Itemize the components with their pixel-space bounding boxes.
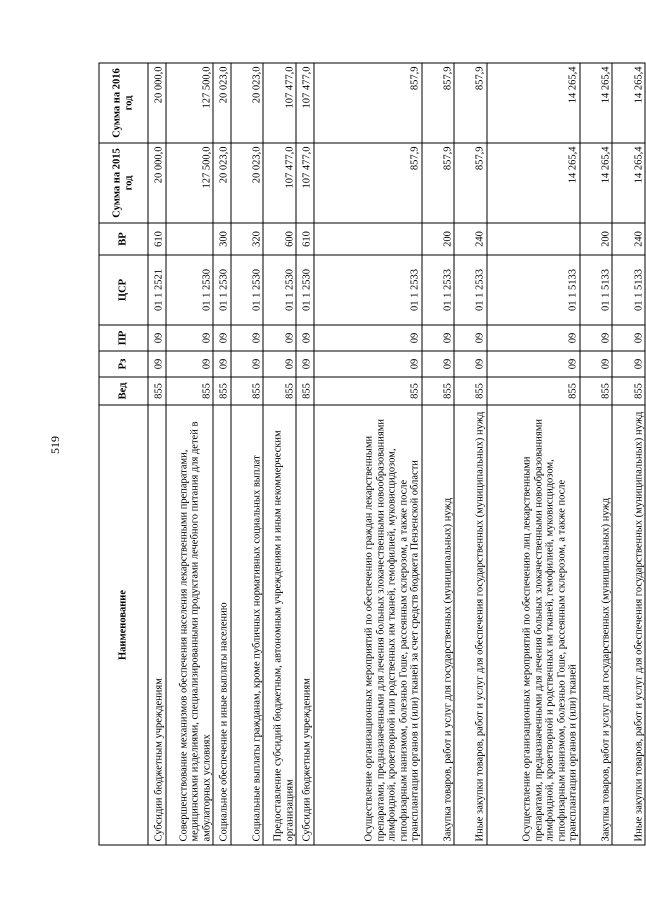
cell-rz: 09 [296, 351, 314, 377]
cell-vr [487, 223, 580, 255]
header-csr: ЦСР [99, 255, 148, 325]
cell-sum2016: 20 023,0 [213, 63, 231, 143]
table-row [263, 63, 296, 845]
cell-sum2016: 107 477,0 [263, 63, 296, 143]
cell-vr: 240 [612, 223, 645, 255]
cell-ved: 855 [296, 377, 314, 405]
cell-name: Субсидии бюджетным учреждениям [148, 405, 166, 845]
cell-csr: 01 1 5133 [580, 255, 613, 325]
cell-ved: 855 [213, 377, 231, 405]
cell-csr: 01 1 2521 [148, 255, 166, 325]
cell-csr: 01 1 2530 [296, 255, 314, 325]
cell-csr: 01 1 2533 [454, 255, 487, 325]
cell-csr: 01 1 5133 [487, 255, 580, 325]
cell-name: Закупка товаров, работ и услуг для государственных (муниципальных) нужд [580, 405, 613, 845]
cell-pr: 09 [296, 325, 314, 351]
table-row [231, 63, 264, 845]
cell-ved: 855 [314, 377, 422, 405]
budget-table [99, 63, 646, 846]
cell-csr: 01 1 2530 [263, 255, 296, 325]
cell-csr: 01 1 2533 [314, 255, 422, 325]
cell-pr: 09 [314, 325, 422, 351]
cell-sum2016: 14 265,4 [612, 63, 645, 143]
header-name: Наименование [99, 405, 148, 845]
cell-sum2015: 14 265,4 [612, 143, 645, 223]
cell-pr: 09 [166, 325, 214, 351]
rotated-table-frame [99, 64, 646, 846]
cell-pr: 09 [263, 325, 296, 351]
table-row [314, 63, 422, 845]
cell-csr: 01 1 2530 [213, 255, 231, 325]
table-body [148, 63, 645, 845]
cell-ved: 855 [422, 377, 455, 405]
cell-name: Социальные выплаты гражданам, кроме публичных нормативных социальных выплат [231, 405, 264, 845]
cell-rz: 09 [580, 351, 613, 377]
cell-sum2016: 20 000,0 [148, 63, 166, 143]
table-row [213, 63, 231, 845]
cell-rz: 09 [422, 351, 455, 377]
cell-name: Предоставление субсидий бюджетным, автономным учреждениям и иным некоммерческим организациям [263, 405, 296, 845]
cell-sum2015: 20 023,0 [231, 143, 264, 223]
cell-sum2016: 20 023,0 [231, 63, 264, 143]
cell-name: Социальное обеспечение и иные выплаты населению [213, 405, 231, 845]
cell-vr: 300 [213, 223, 231, 255]
cell-sum2016: 127 500,0 [166, 63, 214, 143]
cell-ved: 855 [231, 377, 264, 405]
header-pr: ПР [99, 325, 148, 351]
cell-pr: 09 [487, 325, 580, 351]
cell-rz: 09 [213, 351, 231, 377]
cell-sum2016: 857,9 [422, 63, 455, 143]
cell-rz: 09 [314, 351, 422, 377]
cell-name: Осуществление организационных мероприятий по обеспечению граждан лекарственными препаратами, предназначенными для лечения больных злокачественными новообразованиями лимфоидной, кроветворной или родственных им тканей, гемофилией, муковисцидозом, гипофизарным нанизмом, болезнью Гоше, рассеянным склерозом, а также после трансплантации органов и (или) тканей за счет средств бюджета Пензенской области [314, 405, 422, 845]
cell-rz: 09 [454, 351, 487, 377]
cell-pr: 09 [454, 325, 487, 351]
cell-ved: 855 [487, 377, 580, 405]
header-vr: ВР [99, 223, 148, 255]
cell-rz: 09 [612, 351, 645, 377]
cell-sum2015: 857,9 [422, 143, 455, 223]
cell-rz: 09 [231, 351, 264, 377]
table-row [454, 63, 487, 845]
cell-ved: 855 [454, 377, 487, 405]
cell-ved: 855 [580, 377, 613, 405]
cell-csr: 01 1 2530 [231, 255, 264, 325]
cell-pr: 09 [422, 325, 455, 351]
cell-rz: 09 [263, 351, 296, 377]
header-sum-2016: Сумма на 2016 год [99, 63, 148, 143]
header-ved: Вед [99, 377, 148, 405]
table-row [612, 63, 645, 845]
cell-sum2015: 14 265,4 [487, 143, 580, 223]
cell-sum2015: 14 265,4 [580, 143, 613, 223]
cell-sum2015: 20 000,0 [148, 143, 166, 223]
cell-sum2015: 107 477,0 [296, 143, 314, 223]
cell-rz: 09 [148, 351, 166, 377]
cell-vr: 610 [148, 223, 166, 255]
cell-name: Совершенствование механизмов обеспечения населения лекарственными препаратами, медицинскими изделиями, специализированными продуктами лечебного питания для детей в амбулаторных условиях [166, 405, 214, 845]
cell-vr: 600 [263, 223, 296, 255]
cell-csr: 01 1 2533 [422, 255, 455, 325]
table-row [166, 63, 214, 845]
cell-ved: 855 [148, 377, 166, 405]
cell-sum2016: 857,9 [314, 63, 422, 143]
cell-name: Закупка товаров, работ и услуг для государственных (муниципальных) нужд [422, 405, 455, 845]
table-row [487, 63, 580, 845]
table-row [296, 63, 314, 845]
cell-sum2016: 107 477,0 [296, 63, 314, 143]
cell-pr: 09 [612, 325, 645, 351]
cell-ved: 855 [612, 377, 645, 405]
table-row [580, 63, 613, 845]
table-row [148, 63, 166, 845]
cell-sum2015: 857,9 [314, 143, 422, 223]
cell-name: Иные закупки товаров, работ и услуг для обеспечения государственных (муниципальных) нужд [454, 405, 487, 845]
cell-vr [166, 223, 214, 255]
cell-vr [314, 223, 422, 255]
page-number: 519 [48, 436, 62, 454]
cell-vr: 320 [231, 223, 264, 255]
cell-csr: 01 1 5133 [612, 255, 645, 325]
cell-sum2015: 127 500,0 [166, 143, 214, 223]
cell-sum2015: 857,9 [454, 143, 487, 223]
cell-pr: 09 [231, 325, 264, 351]
cell-vr: 240 [454, 223, 487, 255]
cell-pr: 09 [148, 325, 166, 351]
cell-ved: 855 [166, 377, 214, 405]
cell-csr: 01 1 2530 [166, 255, 214, 325]
table-header-row [99, 63, 148, 845]
cell-sum2016: 857,9 [454, 63, 487, 143]
cell-pr: 09 [580, 325, 613, 351]
cell-sum2015: 107 477,0 [263, 143, 296, 223]
cell-sum2015: 20 023,0 [213, 143, 231, 223]
cell-sum2016: 14 265,4 [487, 63, 580, 143]
cell-name: Осуществление организационных мероприятий по обеспечению лиц лекарственными препаратами, предназначенными для лечения больных злокачественными новообразованиями лимфоидной, кроветворной и родственных им тканей, гемофилией, муковисцидозом, гипофизарным нанизмом, болезнью Гоше, рассеянным склерозом, а также после трансплантации органов и (или) тканей [487, 405, 580, 845]
cell-pr: 09 [213, 325, 231, 351]
header-sum-2015: Сумма на 2015 год [99, 143, 148, 223]
cell-vr: 200 [580, 223, 613, 255]
cell-sum2016: 14 265,4 [580, 63, 613, 143]
cell-rz: 09 [487, 351, 580, 377]
table-row [422, 63, 455, 845]
cell-name: Иные закупки товаров, работ и услуг для обеспечения государственных (муниципальных) нужд [612, 405, 645, 845]
cell-ved: 855 [263, 377, 296, 405]
header-rz: Рз [99, 351, 148, 377]
cell-vr: 610 [296, 223, 314, 255]
cell-rz: 09 [166, 351, 214, 377]
cell-vr: 200 [422, 223, 455, 255]
cell-name: Субсидии бюджетным учреждениям [296, 405, 314, 845]
